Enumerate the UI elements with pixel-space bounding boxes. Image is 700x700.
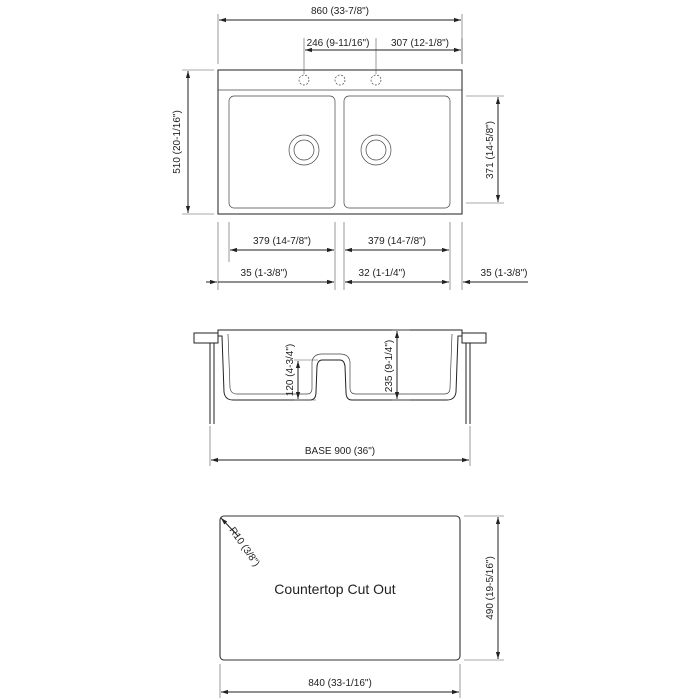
right-drain-icon bbox=[361, 135, 391, 165]
divider-height-label: 120 (4-3/4") bbox=[285, 343, 296, 397]
corner-radius-label: R10 (3/8") bbox=[226, 525, 262, 569]
overall-depth-label: 510 (20-1/16") bbox=[172, 110, 183, 174]
cutout-title: Countertop Cut Out bbox=[274, 581, 396, 597]
cutout-view bbox=[220, 516, 504, 698]
cutout-height-label: 490 (19-5/16") bbox=[485, 556, 496, 620]
sink-outline-top bbox=[218, 70, 462, 214]
left-rim-label: 35 (1-3/8") bbox=[240, 268, 288, 279]
section-view bbox=[194, 330, 486, 466]
left-bowl-width-label: 379 (14-7/8") bbox=[252, 236, 312, 247]
faucet-holes-icon bbox=[299, 75, 381, 85]
overall-width-label: 860 (33-7/8") bbox=[310, 6, 370, 17]
faucet-offset-left-label: 246 (9-11/16") bbox=[306, 38, 370, 49]
left-drain-icon bbox=[289, 135, 319, 165]
bowl-depth-label: 371 (14-5/8") bbox=[485, 120, 496, 180]
right-bowl-top bbox=[344, 96, 450, 208]
sink-section-profile bbox=[218, 330, 462, 400]
right-bowl-width-label: 379 (14-7/8") bbox=[367, 236, 427, 247]
base-label: BASE 900 (36") bbox=[304, 446, 376, 457]
center-divider-label: 32 (1-1/4") bbox=[358, 268, 406, 279]
faucet-offset-right-label: 307 (12-1/8") bbox=[390, 38, 450, 49]
right-counter-ledge bbox=[462, 333, 486, 343]
right-rim-label: 35 (1-3/8") bbox=[480, 268, 528, 279]
cutout-width-label: 840 (33-1/16") bbox=[308, 678, 372, 689]
bowl-height-label: 235 (9-1/4") bbox=[384, 339, 395, 393]
top-view bbox=[172, 6, 528, 290]
left-counter-ledge bbox=[194, 333, 218, 343]
